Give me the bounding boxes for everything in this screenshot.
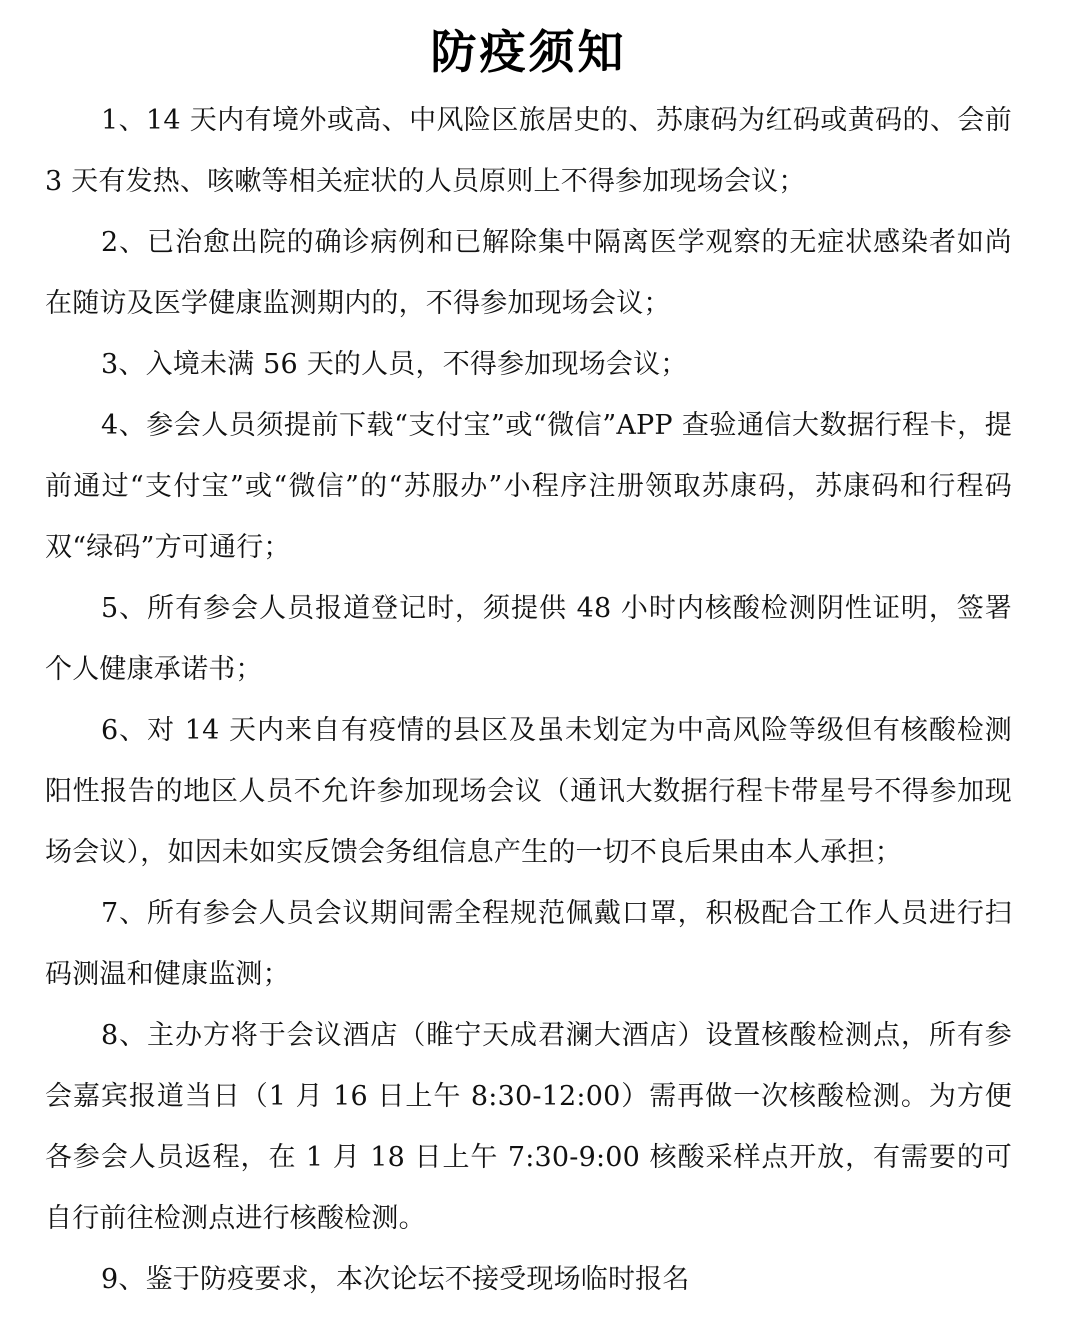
notice-item-6: 6、对 14 天内来自有疫情的县区及虽未划定为中高风险等级但有核酸检测阳性报告的地区人员不允许参加现场会议（通讯大数据行程卡带星号不得参加现场会议），如因未如实反馈会务组信息产生的一切不良后果由本人承担； — [45, 715, 1012, 868]
notice-list — [45, 90, 1012, 1310]
notice-item-1: 1、14 天内有境外或高、中风险区旅居史的、苏康码为红码或黄码的、会前 3 天有发热、咳嗽等相关症状的人员原则上不得参加现场会议； — [45, 105, 1012, 197]
notice-item-9: 9、鉴于防疫要求，本次论坛不接受现场临时报名 — [101, 1264, 690, 1295]
notice-item-8: 8、主办方将于会议酒店（睢宁天成君澜大酒店）设置核酸检测点，所有参会嘉宾报道当日（1 月 16 日上午 8:30-12:00）需再做一次核酸检测。为方便各参会人员返程，在 1 月 18 日上午 7:30-9:00 核酸采样点开放，有需要的可自行前往检测点进行核酸检测。 — [45, 1020, 1012, 1234]
notice-item-7: 7、所有参会人员会议期间需全程规范佩戴口罩，积极配合工作人员进行扫码测温和健康监测； — [45, 898, 1012, 990]
notice-item-2: 2、已治愈出院的确诊病例和已解除集中隔离医学观察的无症状感染者如尚在随访及医学健康监测期内的，不得参加现场会议； — [45, 227, 1012, 319]
notice-item-4: 4、参会人员须提前下载“支付宝”或“微信”APP 查验通信大数据行程卡，提前通过“支付宝”或“微信”的“苏服办”小程序注册领取苏康码，苏康码和行程码双“绿码”方可通行； — [45, 410, 1012, 563]
notice-item-3: 3、入境未满 56 天的人员，不得参加现场会议； — [101, 349, 688, 380]
notice-item-5: 5、所有参会人员报道登记时，须提供 48 小时内核酸检测阴性证明，签署个人健康承诺书； — [45, 593, 1012, 685]
page-title: 防疫须知 — [430, 25, 627, 79]
